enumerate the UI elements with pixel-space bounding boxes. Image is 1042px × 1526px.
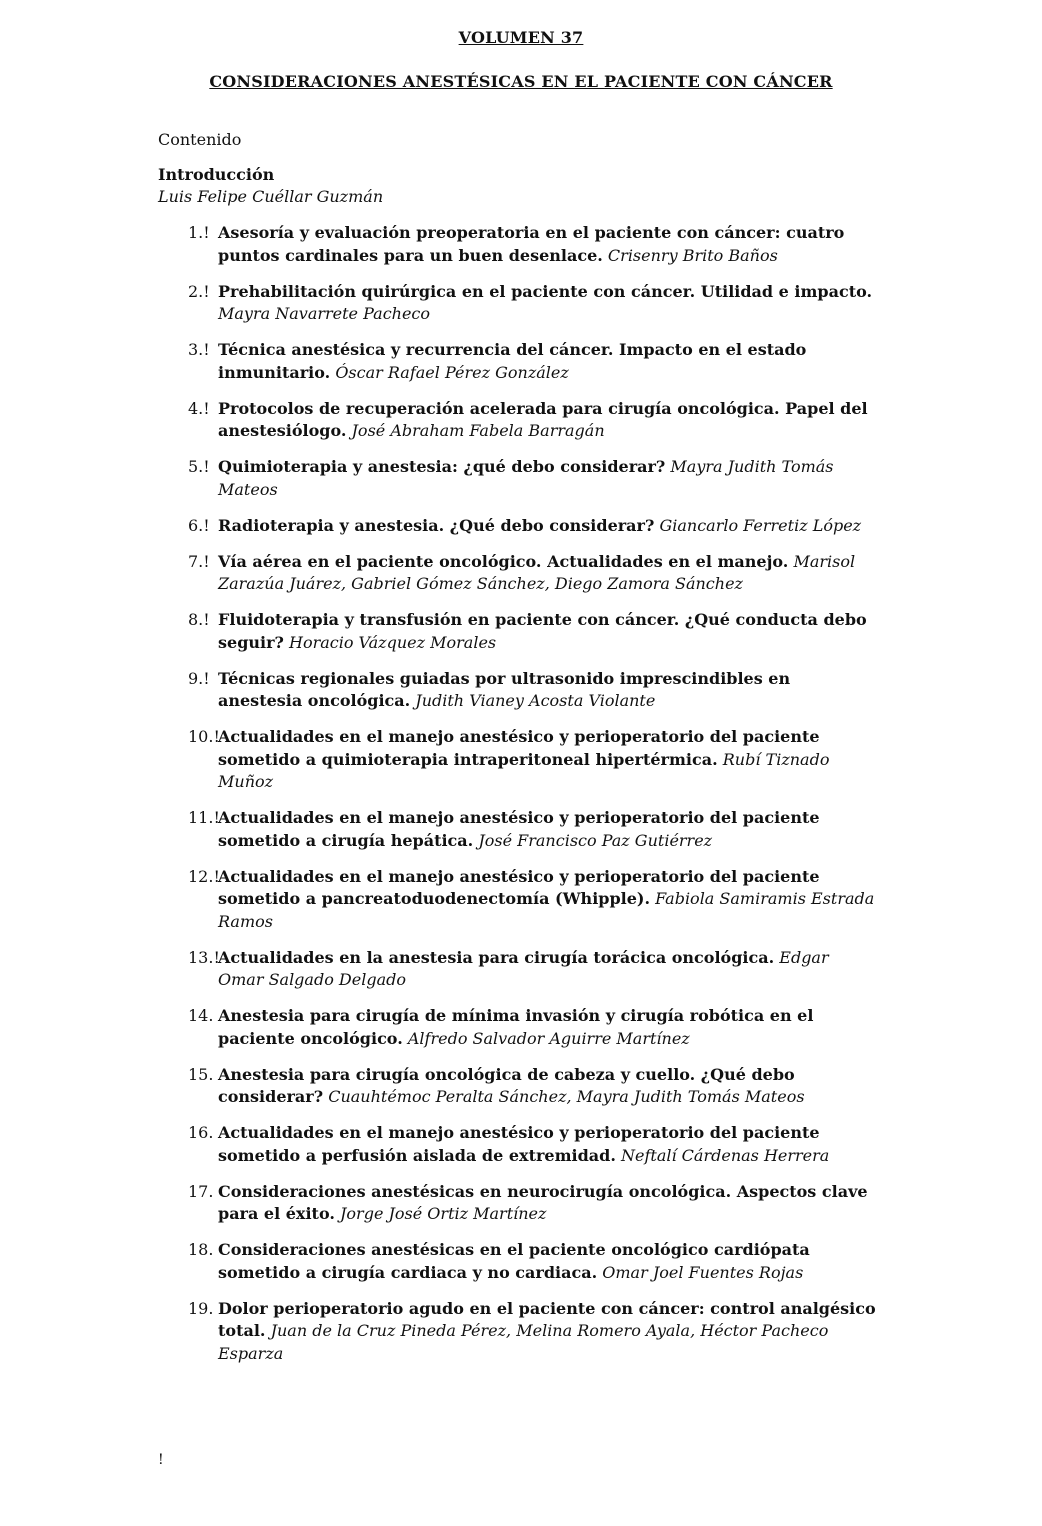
toc-entry <box>158 281 878 326</box>
toc-entry-author: Crisenry Brito Baños <box>607 245 778 265</box>
toc-entry-author: Cuauhtémoc Peralta Sánchez, Mayra Judith Tomás Mateos <box>328 1087 805 1106</box>
toc-entry-number: 5.! <box>188 457 210 476</box>
toc-entry-number: 12.! <box>188 866 220 886</box>
toc-entry <box>158 222 878 267</box>
toc-entry-author: Edgar Omar Salgado Delgado <box>218 947 829 989</box>
toc-entry <box>158 398 878 443</box>
toc-entry-number: 16. <box>188 1123 214 1142</box>
toc-entry-author: Juan de la Cruz Pineda Pérez, Melina Romero Ayala, Héctor Pacheco Esparza <box>218 1321 829 1363</box>
toc-entry-title: Radioterapia y anestesia. ¿Qué debo considerar? <box>218 515 655 535</box>
toc-entry <box>158 1122 878 1167</box>
toc-entry-title: Prehabilitación quirúrgica en el paciente con cáncer. Utilidad e impacto. <box>218 281 873 301</box>
toc-entry-number: 15. <box>188 1064 214 1084</box>
toc-entry-author: Neftalí Cárdenas Herrera <box>621 1145 830 1165</box>
toc-entry <box>158 1064 878 1109</box>
toc-entry <box>158 339 878 384</box>
toc-entry-number: 6.! <box>188 515 210 535</box>
toc-entry-number: 18. <box>188 1240 214 1259</box>
toc-entry-number: 13.! <box>188 947 220 967</box>
toc-entry-author: Marisol Zarazúa Juárez, Gabriel Gómez Sánchez, Diego Zamora Sánchez <box>218 551 856 593</box>
toc-entry-number: 4.! <box>188 398 210 418</box>
toc-entry-number: 8.! <box>188 610 210 629</box>
toc-entry-author: Mayra Navarrete Pacheco <box>218 304 431 323</box>
toc-entry-title: Actualidades en el manejo anestésico y perioperatorio del paciente sometido a perfusión aislada de extremidad. <box>218 1123 820 1165</box>
introduction-author: Luis Felipe Cuéllar Guzmán <box>158 187 384 206</box>
toc-entry-title: Actualidades en el manejo anestésico y perioperatorio del paciente sometido a pancreatoduodenectomía (Whipple). <box>218 866 820 908</box>
toc-entry-number: 1.! <box>188 223 210 242</box>
toc-entry-title: Quimioterapia y anestesia: ¿qué debo considerar? <box>218 457 666 476</box>
toc-entry-author: Horacio Vázquez Morales <box>288 632 497 652</box>
toc-entry <box>158 609 878 654</box>
toc-entry-number: 17. <box>188 1181 214 1201</box>
toc-entry-number: 9.! <box>188 668 210 688</box>
toc-entry-title: Actualidades en el manejo anestésico y perioperatorio del paciente sometido a cirugía hepática. <box>218 808 820 850</box>
toc-entry-number: 2.! <box>188 281 210 301</box>
toc-entry-title: Consideraciones anestésicas en el paciente oncológico cardiópata sometido a cirugía cardiaca y no cardiaca. <box>218 1240 810 1282</box>
toc-entry <box>158 515 878 538</box>
toc-entry-title: Anestesia para cirugía oncológica de cabeza y cuello. ¿Qué debo considerar? <box>218 1064 795 1106</box>
toc-entry-author: Óscar Rafael Pérez González <box>335 362 569 382</box>
toc-entry-author: Jorge José Ortiz Martínez <box>340 1204 547 1223</box>
toc-entry-author: Rubí Tiznado Muñoz <box>218 749 830 791</box>
toc-entry-title: Protocolos de recuperación acelerada para cirugía oncológica. Papel del anestesiólogo. <box>218 398 868 440</box>
toc-entry-author: Judith Vianey Acosta Violante <box>415 691 656 710</box>
footer-mark: ! <box>158 1452 164 1468</box>
toc-entry-author: José Francisco Paz Gutiérrez <box>478 830 713 850</box>
toc-entry-number: 3.! <box>188 340 210 359</box>
toc-entry-author: Giancarlo Ferretiz López <box>659 515 862 535</box>
document-title: CONSIDERACIONES ANESTÉSICAS EN EL PACIENTE CON CÁNCER <box>209 72 833 91</box>
toc-entry <box>158 947 878 992</box>
toc-entry-number: 14. <box>188 1006 214 1025</box>
toc-entry-title: Consideraciones anestésicas en neurocirugía oncológica. Aspectos clave para el éxito. <box>218 1181 868 1223</box>
toc-entry <box>158 1239 878 1284</box>
table-of-contents <box>158 222 878 1379</box>
toc-entry-title: Vía aérea en el paciente oncológico. Actualidades en el manejo. <box>218 551 789 571</box>
toc-entry <box>158 551 878 596</box>
toc-entry-author: Omar Joel Fuentes Rojas <box>602 1262 804 1282</box>
toc-entry-title: Asesoría y evaluación preoperatoria en el paciente con cáncer: cuatro puntos cardinales para un buen desenlace. <box>218 223 845 265</box>
toc-entry <box>158 726 878 794</box>
introduction-heading: Introducción <box>158 165 275 184</box>
toc-entry-number: 19. <box>188 1298 214 1318</box>
toc-entry-title: Dolor perioperatorio agudo en el paciente con cáncer: control analgésico total. <box>218 1298 876 1340</box>
toc-entry <box>158 1005 878 1050</box>
toc-entry-number: 11.! <box>188 808 220 827</box>
toc-entry-author: José Abraham Fabela Barragán <box>351 421 605 440</box>
toc-entry-title: Técnica anestésica y recurrencia del cáncer. Impacto en el estado inmunitario. <box>218 340 807 382</box>
toc-entry-author: Mayra Judith Tomás Mateos <box>218 457 834 499</box>
toc-entry-title: Actualidades en el manejo anestésico y perioperatorio del paciente sometido a quimioterapia intraperitoneal hipertérmica. <box>218 727 820 769</box>
toc-entry <box>158 807 878 852</box>
toc-entry <box>158 866 878 934</box>
toc-entry-number: 7.! <box>188 551 210 571</box>
toc-entry <box>158 668 878 713</box>
toc-entry <box>158 1181 878 1226</box>
volume-title: VOLUMEN 37 <box>458 28 584 47</box>
toc-entry-title: Anestesia para cirugía de mínima invasión y cirugía robótica en el paciente oncológico. <box>218 1006 814 1048</box>
toc-entry-title: Técnicas regionales guiadas por ultrasonido imprescindibles en anestesia oncológica. <box>218 668 791 710</box>
toc-entry-number: 10.! <box>188 727 220 746</box>
toc-entry-title: Fluidoterapia y transfusión en paciente con cáncer. ¿Qué conducta debo seguir? <box>218 610 867 652</box>
contents-label: Contenido <box>158 130 242 149</box>
toc-entry <box>158 1298 878 1366</box>
toc-entry-author: Alfredo Salvador Aguirre Martínez <box>407 1028 690 1048</box>
toc-entry <box>158 456 878 501</box>
toc-entry-author: Fabiola Samiramis Estrada Ramos <box>218 889 875 931</box>
toc-entry-title: Actualidades en la anestesia para cirugía torácica oncológica. <box>218 947 775 967</box>
